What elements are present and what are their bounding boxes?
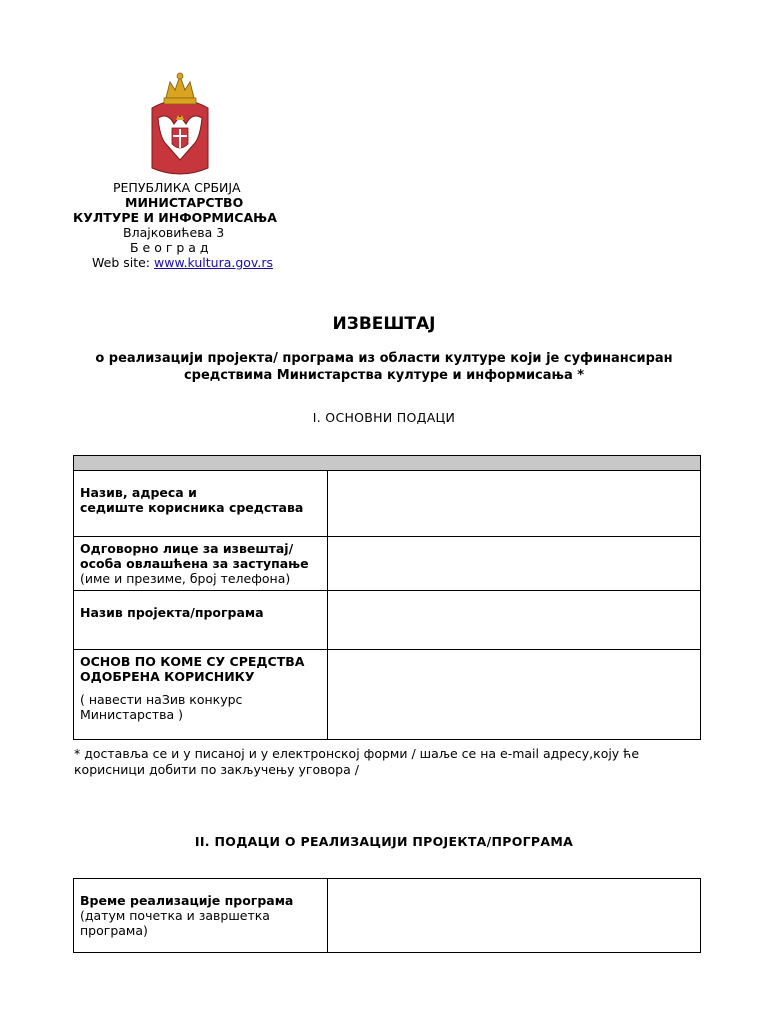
value-cell-funding-basis[interactable] bbox=[328, 650, 701, 740]
value-cell-realization-time[interactable] bbox=[328, 879, 701, 953]
header-city: Б е о г р а д bbox=[130, 240, 209, 255]
row-label: Одговорно лице за извештај/ особа овлашћена за заступање (име и презиме, број телефона) bbox=[74, 537, 328, 591]
table-row bbox=[74, 591, 701, 650]
header-ministry: МИНИСТАРСТВО bbox=[125, 195, 244, 210]
document-subtitle bbox=[60, 350, 708, 384]
header-address: Влајковићева 3 bbox=[123, 225, 225, 240]
row-label: Назив, адреса и седиште корисника средстава bbox=[74, 471, 328, 537]
table-row bbox=[74, 650, 701, 740]
coat-of-arms-emblem bbox=[148, 72, 212, 180]
row-label: ОСНОВ ПО КОМЕ СУ СРЕДСТВА ОДОБРЕНА КОРИСНИКУ ( навести наЗив конкурс Министарства ) bbox=[74, 650, 328, 740]
section-2-title: II. ПОДАЦИ О РЕАЛИЗАЦИЈИ ПРОЈЕКТА/ПРОГРАМА bbox=[194, 834, 574, 849]
row-label: Назив пројекта/програма bbox=[74, 591, 328, 650]
table-header-band bbox=[74, 456, 701, 471]
website-link[interactable]: www.kultura.gov.rs bbox=[154, 255, 273, 270]
value-cell-responsible-person[interactable] bbox=[328, 537, 701, 591]
realization-data-table bbox=[73, 878, 701, 953]
document-title: ИЗВЕШТАЈ bbox=[332, 314, 436, 334]
table-row bbox=[74, 471, 701, 537]
footnote-line-1: * доставља се и у писаној и у електронској форми / шаље се на е-mail адресу,коју ће bbox=[74, 746, 640, 761]
header-website bbox=[92, 255, 273, 270]
basic-data-table bbox=[73, 455, 701, 740]
table-row bbox=[74, 537, 701, 591]
value-cell-project-name[interactable] bbox=[328, 591, 701, 650]
subtitle-line-2: средствима Министарства културе и информисања * bbox=[183, 368, 585, 383]
row-label: Време реализације програма (датум почетка и завршетка програма) bbox=[74, 879, 328, 953]
footnote bbox=[74, 746, 714, 778]
section-1-title: I. ОСНОВНИ ПОДАЦИ bbox=[312, 410, 456, 425]
header-republic: РЕПУБЛИКА СРБИЈА bbox=[113, 180, 241, 195]
table-row bbox=[74, 879, 701, 953]
value-cell-beneficiary[interactable] bbox=[328, 471, 701, 537]
header-ministry-name: КУЛТУРЕ И ИНФОРМИСАЊА bbox=[73, 210, 277, 225]
footnote-line-2: корисници добити по закључењу уговора / bbox=[74, 762, 359, 777]
website-label: Web site: bbox=[92, 255, 154, 270]
subtitle-line-1: о реализацији пројекта/ програма из области културе који је суфинансиран bbox=[95, 351, 673, 366]
